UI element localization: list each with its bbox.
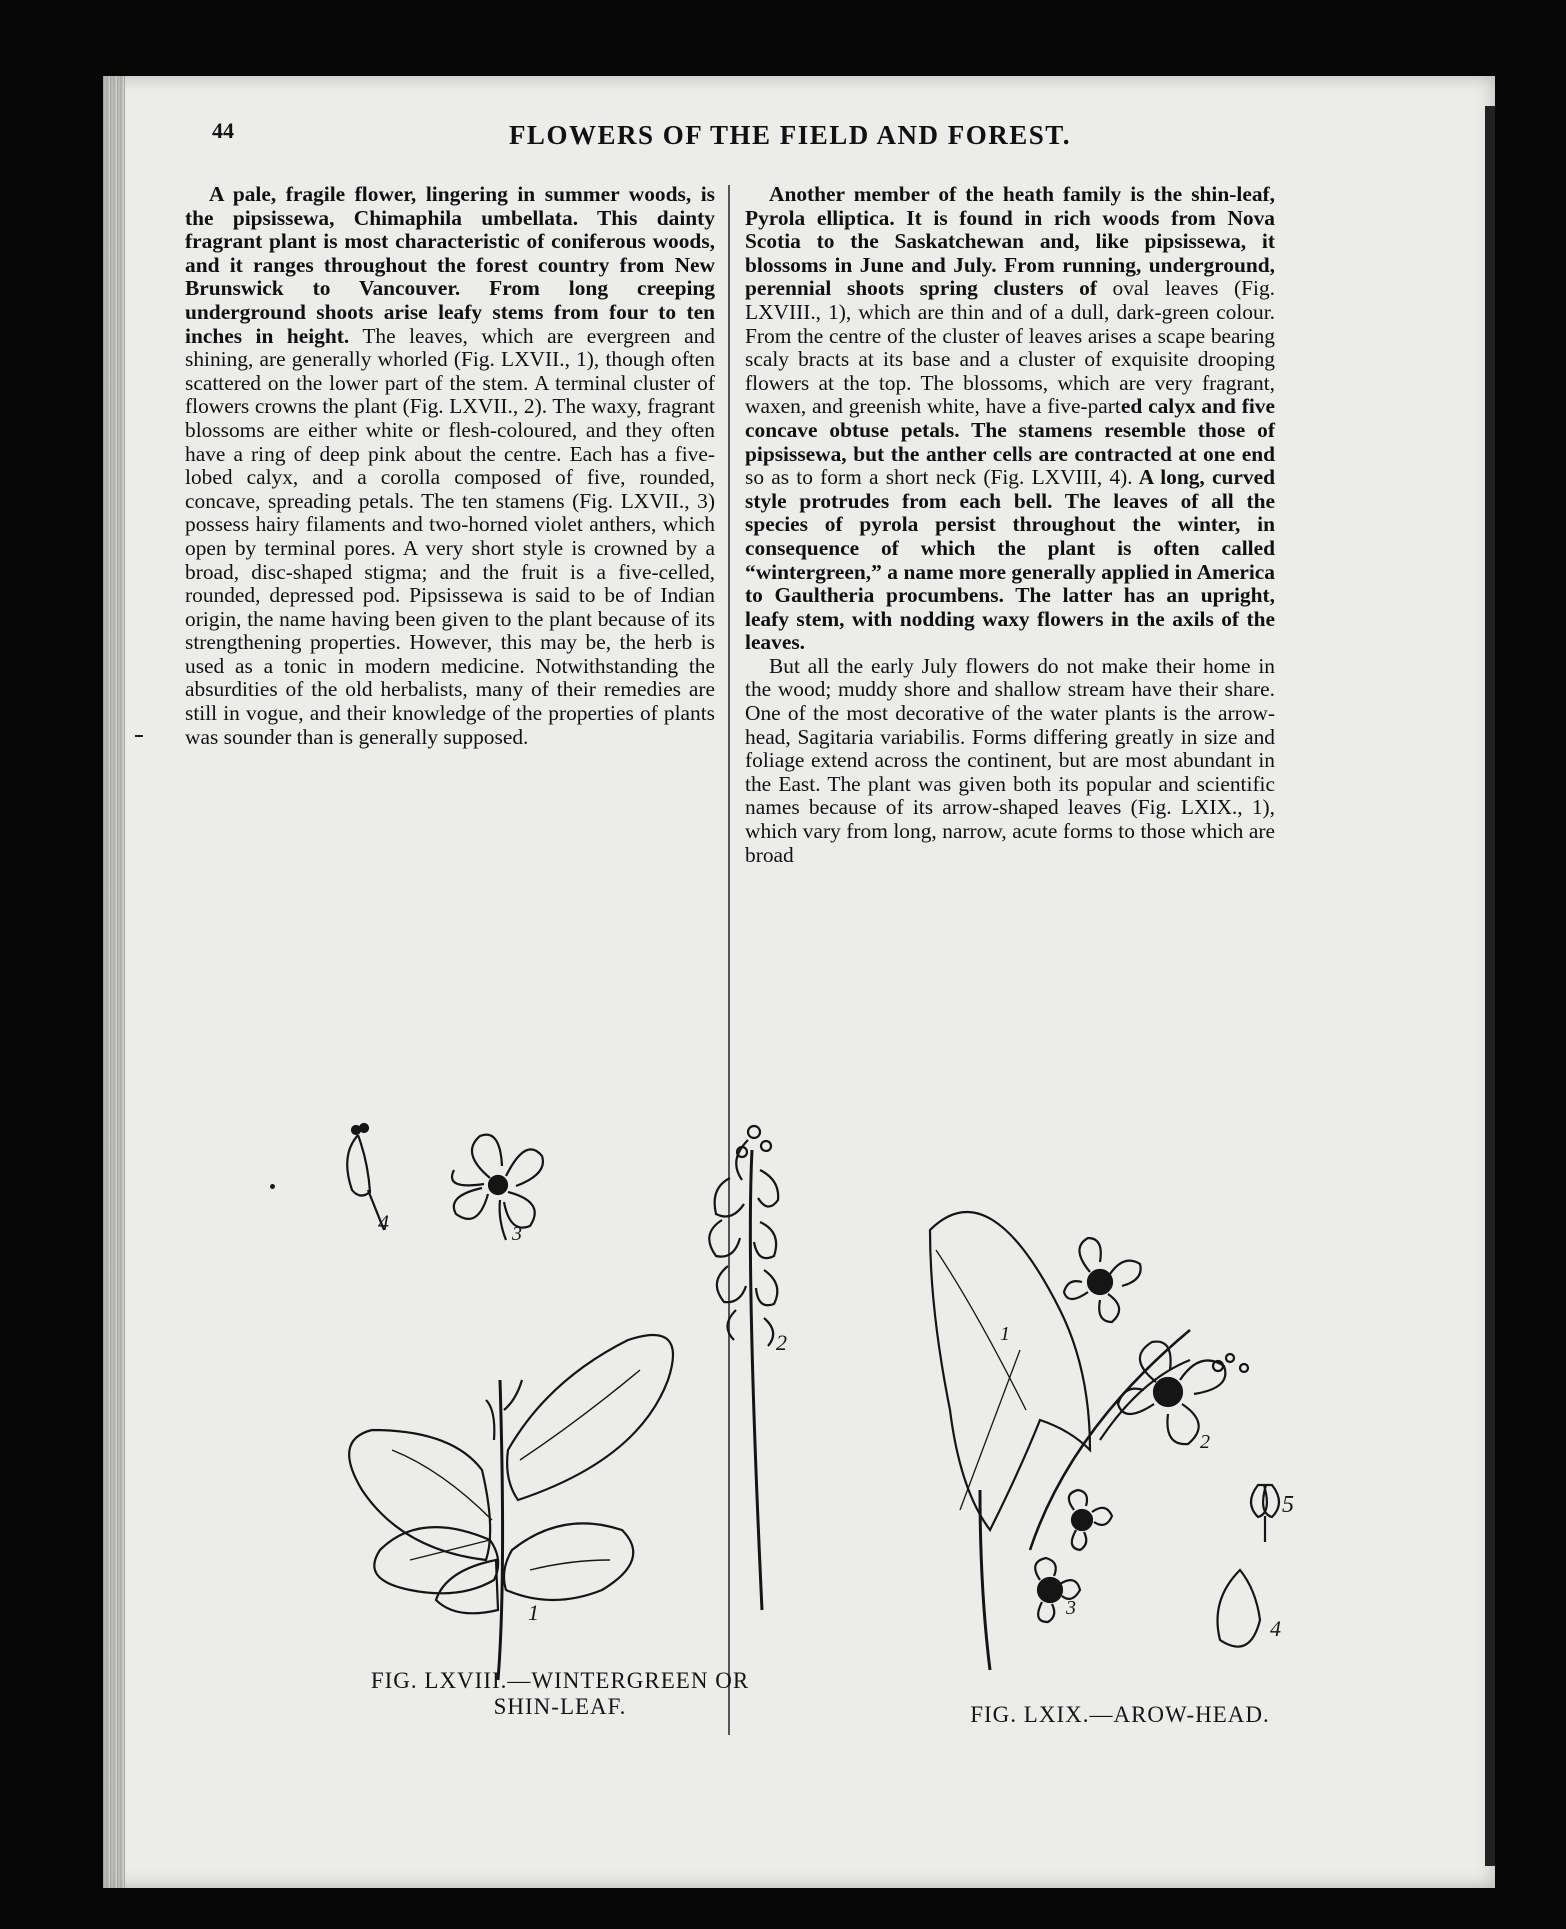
caption-line-2: SHIN-LEAF.: [493, 1694, 627, 1719]
right-paragraph-2: But all the early July flowers do not make their home in the wood; muddy shore and shallow stream have their share. One of the most decorative of the water plants is the arrow-head, Sagitaria variabilis. Forms differing greatly in size and foliage extend across the continent, but are most abundant in the East. The plant was given both its popular and scientific names because of its arrow-shaped leaves (Fig. LXIX., 1), which vary from long, narrow, acute forms to those which are broad: [745, 653, 1275, 867]
figure-shin-leaf-caption: [290, 1668, 830, 1720]
fig69-label-1: 1: [1000, 1323, 1010, 1345]
figure-arrow-head-caption: FIG. LXIX.—AROW-HEAD.: [970, 1702, 1270, 1727]
fig69-label-2: 2: [1200, 1431, 1210, 1453]
next-page-edge: [1485, 106, 1495, 1866]
right-paragraph-1: [745, 183, 1275, 655]
fig68-label-1: 1: [528, 1600, 539, 1625]
fig69-label-5: 5: [1282, 1492, 1294, 1518]
fig68-label-4: 4: [378, 1210, 389, 1235]
left-paragraph: [185, 183, 715, 749]
page-binding: [103, 76, 125, 1888]
page-number: 44: [212, 118, 234, 143]
right-p1-bold-c: A long, curved style protrudes from each bell. The leaves of all the species of pyrola persist throughout the winter, in consequence of which the plant is often called “wintergreen,” a name more generally applied in America to Gaultheria procumbens. The latter has an upright, leafy stem, with nodding waxy flowers in the axils of the leaves.: [745, 465, 1275, 655]
scan-speck: [270, 1184, 275, 1189]
fig68-label-2: 2: [776, 1330, 787, 1355]
scan-speck: [135, 735, 143, 737]
fig68-label-3: 3: [512, 1223, 522, 1245]
fig69-label-4: 4: [1270, 1616, 1281, 1641]
right-p1-plain-a: oval leaves (Fig. LXVIII., 1), which are thin and of a dull, dark-green colour. From the centre of the cluster of leaves arises a scape bearing scaly bracts at its base and a cluster of exquisite drooping flowers at the top. The blossoms, which are very fragrant, waxen, and greenish white, have a five-part: [745, 276, 1275, 419]
fig69-label-3: 3: [1066, 1597, 1076, 1619]
right-p1-plain-b: so as to form a short neck (Fig. LXVIII, 4).: [745, 465, 1133, 490]
right-p1-bold-a: Another member of the heath family is the shin-leaf, Pyrola elliptica. It is found in rich woods from Nova Scotia to the Saskatchewan and, like pipsissewa, it blossoms in June and July. From running, underground, perennial shoots spring clusters of: [745, 182, 1275, 301]
shin-leaf-illustration: [260, 1090, 820, 1650]
caption-line-1: FIG. LXVIII.—WINTERGREEN OR: [370, 1668, 750, 1693]
left-column: [185, 183, 715, 749]
figure-arrow-head: [900, 1190, 1340, 1670]
figure-shin-leaf: [260, 1090, 820, 1650]
running-head: FLOWERS OF THE FIELD AND FOREST.: [508, 120, 1072, 150]
right-p1-bold-b: ed calyx and five concave obtuse petals. The stamens resemble those of pipsissewa, but the anther cells are contracted at one end: [745, 394, 1275, 466]
right-column: [745, 183, 1275, 867]
left-paragraph-bold: A pale, fragile flower, lingering in summer woods, is the pipsissewa, Chimaphila umbellata. This dainty fragrant plant is most characteristic of coniferous woods, and it ranges throughout the forest country from New Brunswick to Vancouver. From long creeping underground shoots arise leafy stems from four to ten inches in height.: [185, 182, 715, 348]
left-paragraph-rest: The leaves, which are evergreen and shining, are generally whorled (Fig. LXVII., 1), though often scattered on the lower part of the stem. A terminal cluster of flowers crowns the plant (Fig. LXVII., 2). The waxy, fragrant blossoms are either white or flesh-coloured, and they often have a ring of deep pink about the centre. Each has a five-lobed calyx, and a corolla composed of five, rounded, concave, spreading petals. The ten stamens (Fig. LXVII., 3) possess hairy filaments and two-horned violet anthers, which open by terminal pores. A very short style is crowned by a broad, disc-shaped stigma; and the fruit is a five-celled, rounded, depressed pod. Pipsissewa is said to be of Indian origin, the name having been given to the plant because of its strengthening properties. However, this may be, the herb is used as a tonic in modern medicine. Notwithstanding the absurdities of the old herbalists, many of their remedies are still in vogue, and their knowledge of the properties of plants was sounder than is generally supposed.: [185, 323, 715, 749]
arrow-head-illustration: [900, 1190, 1340, 1670]
